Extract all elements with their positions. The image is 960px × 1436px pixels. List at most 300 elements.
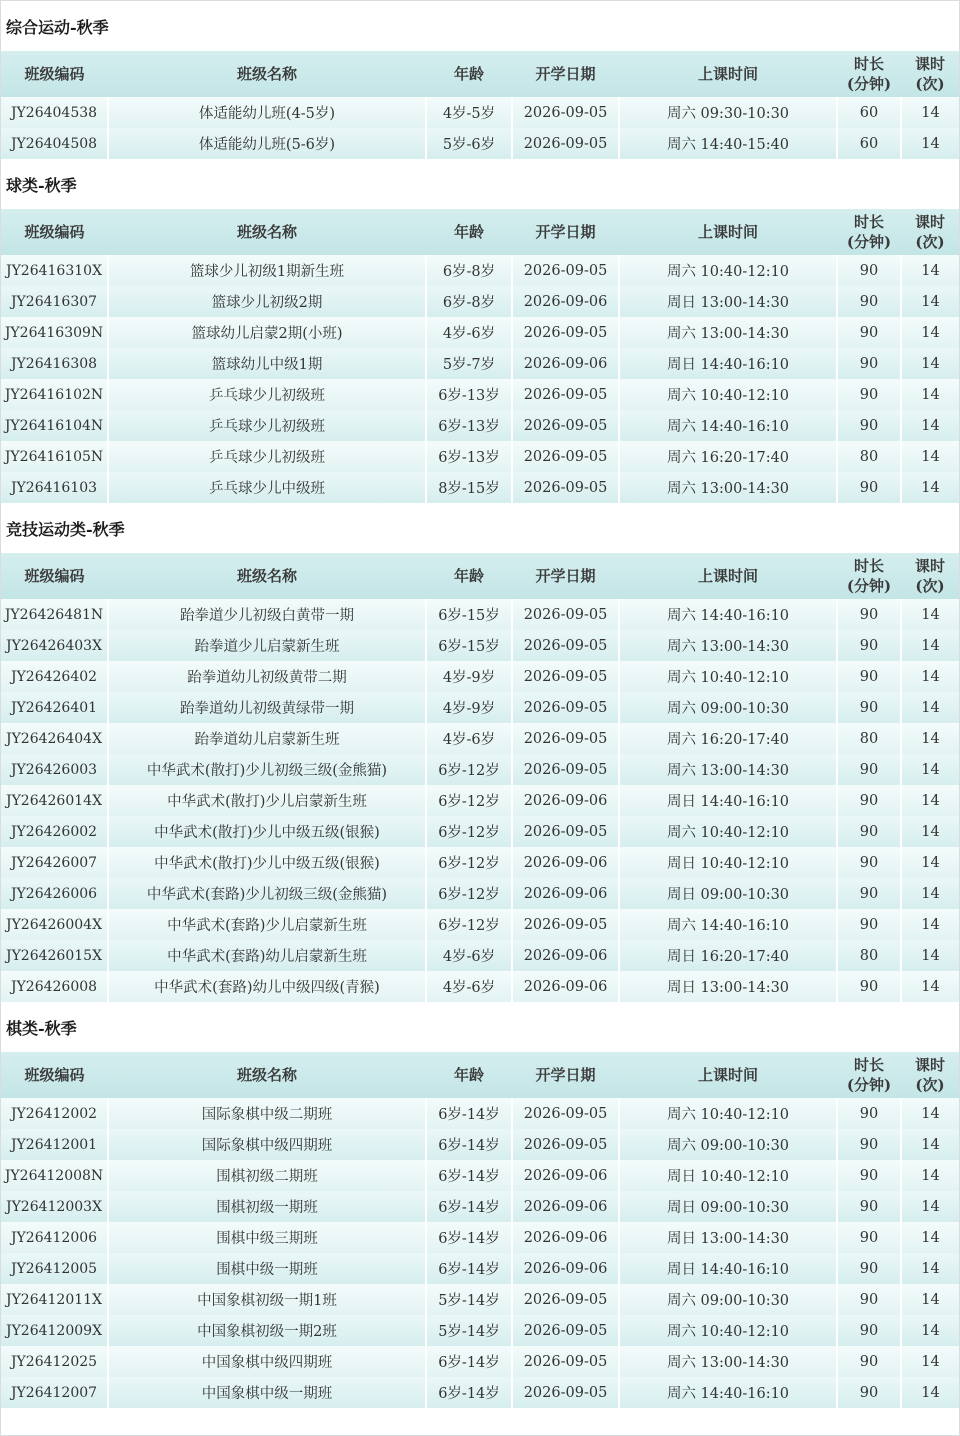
class-code-cell: JY26412009X — [1, 1315, 108, 1346]
age-range-cell: 6岁-14岁 — [426, 1222, 512, 1253]
class-name-cell: 篮球幼儿中级1期 — [108, 348, 426, 379]
lesson-count-cell: 14 — [921, 1136, 940, 1153]
class-code-cell: JY26426008 — [1, 971, 108, 1002]
class-time-cell: 周日 13:00-14:30 — [619, 971, 837, 1002]
header-start-date: 开学日期 — [535, 65, 596, 83]
class-code-cell: JY26416310X — [1, 255, 108, 286]
class-code-cell: JY26412006 — [1, 1222, 108, 1253]
class-code-cell: JY26412005 — [1, 1253, 108, 1284]
table-row — [1, 1129, 959, 1160]
duration-cell: 90 — [837, 1098, 901, 1129]
lesson-count-cell: 14 — [921, 1291, 940, 1308]
header-duration-line1: 时长 — [853, 213, 884, 231]
class-time-cell: 周六 13:00-14:30 — [619, 317, 837, 348]
duration-cell: 90 — [837, 410, 901, 441]
lesson-count-cell: 14 — [921, 792, 940, 809]
class-time-cell: 周六 09:00-10:30 — [619, 1129, 837, 1160]
lesson-count-cell: 14 — [921, 947, 940, 964]
schedule-table — [1, 209, 959, 503]
class-name-cell: 国际象棋中级四期班 — [108, 1129, 426, 1160]
age-range-cell: 6岁-15岁 — [426, 630, 512, 661]
start-date-cell: 2026-09-05 — [512, 1315, 619, 1346]
class-code-cell: JY26426402 — [1, 661, 108, 692]
age-range-cell: 6岁-14岁 — [426, 1098, 512, 1129]
class-name-cell: 中华武术(套路)少儿初级三级(金熊猫) — [108, 878, 426, 909]
class-name-cell: 乒乓球少儿初级班 — [108, 379, 426, 410]
class-time-cell: 周日 13:00-14:30 — [619, 286, 837, 317]
start-date-cell: 2026-09-05 — [512, 472, 619, 503]
duration-cell: 90 — [837, 286, 901, 317]
class-name-cell: 中国象棋中级四期班 — [108, 1346, 426, 1377]
header-lessons-line2: (次) — [915, 1076, 945, 1094]
start-date-cell: 2026-09-06 — [512, 940, 619, 971]
age-range-cell: 6岁-14岁 — [426, 1160, 512, 1191]
class-time-cell: 周六 09:30-10:30 — [619, 97, 837, 128]
table-header — [1, 1052, 959, 1098]
table-row — [1, 379, 959, 410]
start-date-cell: 2026-09-06 — [512, 847, 619, 878]
class-name-cell: 中国象棋中级一期班 — [108, 1377, 426, 1408]
table-row — [1, 1315, 959, 1346]
lesson-count-cell: 14 — [921, 916, 940, 933]
table-row — [1, 754, 959, 785]
age-range-cell: 6岁-14岁 — [426, 1191, 512, 1222]
table-row — [1, 255, 959, 286]
start-date-cell: 2026-09-05 — [512, 661, 619, 692]
duration-cell: 90 — [837, 661, 901, 692]
start-date-cell: 2026-09-05 — [512, 1098, 619, 1129]
table-row — [1, 97, 959, 128]
section-chess — [1, 1002, 959, 1408]
start-date-cell: 2026-09-05 — [512, 128, 619, 159]
start-date-cell: 2026-09-05 — [512, 630, 619, 661]
lesson-count-cell: 14 — [921, 1260, 940, 1277]
lesson-count-cell: 14 — [921, 104, 940, 121]
duration-cell: 90 — [837, 1191, 901, 1222]
class-code-cell: JY26426481N — [1, 599, 108, 630]
age-range-cell: 6岁-12岁 — [426, 909, 512, 940]
start-date-cell: 2026-09-06 — [512, 1191, 619, 1222]
duration-cell: 90 — [837, 599, 901, 630]
age-range-cell: 6岁-14岁 — [426, 1129, 512, 1160]
table-row — [1, 1346, 959, 1377]
duration-cell: 80 — [837, 940, 901, 971]
class-code-cell: JY26416103 — [1, 472, 108, 503]
lesson-count-cell: 14 — [921, 479, 940, 496]
age-range-cell: 5岁-14岁 — [426, 1315, 512, 1346]
class-code-cell: JY26412001 — [1, 1129, 108, 1160]
table-row — [1, 286, 959, 317]
start-date-cell: 2026-09-05 — [512, 255, 619, 286]
section-ball-sports — [1, 159, 959, 503]
header-age: 年龄 — [453, 65, 484, 83]
table-row — [1, 692, 959, 723]
age-range-cell: 4岁-6岁 — [426, 723, 512, 754]
start-date-cell: 2026-09-05 — [512, 1284, 619, 1315]
table-row — [1, 847, 959, 878]
duration-cell: 90 — [837, 472, 901, 503]
class-time-cell: 周六 16:20-17:40 — [619, 441, 837, 472]
table-row — [1, 128, 959, 159]
table-row — [1, 909, 959, 940]
class-time-cell: 周六 10:40-12:10 — [619, 1315, 837, 1346]
header-code: 班级编码 — [24, 223, 85, 241]
start-date-cell: 2026-09-06 — [512, 1253, 619, 1284]
duration-cell: 60 — [837, 97, 901, 128]
class-time-cell: 周日 13:00-14:30 — [619, 1222, 837, 1253]
header-lessons — [901, 51, 959, 97]
class-code-cell: JY26426404X — [1, 723, 108, 754]
lesson-count-cell: 14 — [921, 730, 940, 747]
start-date-cell: 2026-09-05 — [512, 441, 619, 472]
age-range-cell: 6岁-14岁 — [426, 1377, 512, 1408]
age-range-cell: 6岁-12岁 — [426, 847, 512, 878]
table-row — [1, 816, 959, 847]
class-time-cell: 周日 09:00-10:30 — [619, 878, 837, 909]
start-date-cell: 2026-09-05 — [512, 410, 619, 441]
class-time-cell: 周日 14:40-16:10 — [619, 348, 837, 379]
class-name-cell: 乒乓球少儿初级班 — [108, 410, 426, 441]
duration-cell: 90 — [837, 754, 901, 785]
lesson-count-cell: 14 — [921, 355, 940, 372]
class-code-cell: JY26412011X — [1, 1284, 108, 1315]
duration-cell: 90 — [837, 255, 901, 286]
start-date-cell: 2026-09-06 — [512, 1160, 619, 1191]
class-name-cell: 篮球少儿初级2期 — [108, 286, 426, 317]
lesson-count-cell: 14 — [921, 1322, 940, 1339]
table-row — [1, 1253, 959, 1284]
header-age: 年龄 — [453, 1066, 484, 1084]
table-row — [1, 630, 959, 661]
lesson-count-cell: 14 — [921, 699, 940, 716]
header-duration-line2: (分钟) — [846, 75, 892, 93]
table-row — [1, 971, 959, 1002]
section-competitive-sports — [1, 503, 959, 1002]
class-code-cell: JY26426015X — [1, 940, 108, 971]
lesson-count-cell: 14 — [921, 1353, 940, 1370]
duration-cell: 60 — [837, 128, 901, 159]
duration-cell: 90 — [837, 1284, 901, 1315]
age-range-cell: 5岁-14岁 — [426, 1284, 512, 1315]
lesson-count-cell: 14 — [921, 885, 940, 902]
header-duration-line1: 时长 — [853, 1056, 884, 1074]
age-range-cell: 6岁-8岁 — [426, 255, 512, 286]
age-range-cell: 5岁-6岁 — [426, 128, 512, 159]
class-name-cell: 中华武术(套路)幼儿启蒙新生班 — [108, 940, 426, 971]
table-header — [1, 553, 959, 599]
class-name-cell: 中华武术(套路)少儿启蒙新生班 — [108, 909, 426, 940]
lesson-count-cell: 14 — [921, 135, 940, 152]
schedule-table — [1, 51, 959, 159]
duration-cell: 80 — [837, 723, 901, 754]
start-date-cell: 2026-09-06 — [512, 348, 619, 379]
class-code-cell: JY26426401 — [1, 692, 108, 723]
class-name-cell: 跆拳道幼儿初级黄绿带一期 — [108, 692, 426, 723]
header-code: 班级编码 — [24, 1066, 85, 1084]
class-code-cell: JY26416104N — [1, 410, 108, 441]
class-name-cell: 体适能幼儿班(5-6岁) — [108, 128, 426, 159]
table-row — [1, 472, 959, 503]
class-time-cell: 周六 14:40-16:10 — [619, 1377, 837, 1408]
class-code-cell: JY26426004X — [1, 909, 108, 940]
class-time-cell: 周日 16:20-17:40 — [619, 940, 837, 971]
table-row — [1, 441, 959, 472]
header-duration — [837, 209, 901, 255]
class-code-cell: JY26426003 — [1, 754, 108, 785]
header-name: 班级名称 — [236, 223, 297, 241]
age-range-cell: 4岁-5岁 — [426, 97, 512, 128]
table-row — [1, 1191, 959, 1222]
class-name-cell: 围棋初级二期班 — [108, 1160, 426, 1191]
duration-cell: 90 — [837, 1346, 901, 1377]
header-lessons-line2: (次) — [915, 75, 945, 93]
age-range-cell: 6岁-13岁 — [426, 410, 512, 441]
start-date-cell: 2026-09-05 — [512, 723, 619, 754]
age-range-cell: 6岁-14岁 — [426, 1253, 512, 1284]
duration-cell: 90 — [837, 692, 901, 723]
class-time-cell: 周日 14:40-16:10 — [619, 1253, 837, 1284]
header-lessons-line1: 课时 — [914, 557, 945, 575]
header-name: 班级名称 — [236, 1066, 297, 1084]
class-time-cell: 周六 09:00-10:30 — [619, 692, 837, 723]
age-range-cell: 6岁-14岁 — [426, 1346, 512, 1377]
start-date-cell: 2026-09-06 — [512, 286, 619, 317]
header-start-date: 开学日期 — [535, 567, 596, 585]
table-row — [1, 1160, 959, 1191]
class-time-cell: 周六 13:00-14:30 — [619, 1346, 837, 1377]
class-code-cell: JY26416307 — [1, 286, 108, 317]
class-code-cell: JY26412002 — [1, 1098, 108, 1129]
start-date-cell: 2026-09-05 — [512, 1377, 619, 1408]
section-title: 综合运动-秋季 — [1, 1, 959, 51]
start-date-cell: 2026-09-05 — [512, 379, 619, 410]
class-time-cell: 周六 09:00-10:30 — [619, 1284, 837, 1315]
header-time: 上课时间 — [697, 65, 758, 83]
class-name-cell: 中华武术(散打)少儿中级五级(银猴) — [108, 847, 426, 878]
header-name: 班级名称 — [236, 65, 297, 83]
lesson-count-cell: 14 — [921, 1167, 940, 1184]
age-range-cell: 6岁-15岁 — [426, 599, 512, 630]
class-time-cell: 周六 10:40-12:10 — [619, 379, 837, 410]
table-header — [1, 209, 959, 255]
duration-cell: 90 — [837, 816, 901, 847]
class-name-cell: 中华武术(散打)少儿中级五级(银猴) — [108, 816, 426, 847]
duration-cell: 90 — [837, 971, 901, 1002]
table-row — [1, 940, 959, 971]
class-code-cell: JY26426002 — [1, 816, 108, 847]
table-body — [1, 1098, 959, 1408]
age-range-cell: 6岁-13岁 — [426, 441, 512, 472]
duration-cell: 90 — [837, 1377, 901, 1408]
age-range-cell: 5岁-7岁 — [426, 348, 512, 379]
duration-cell: 90 — [837, 1160, 901, 1191]
duration-cell: 90 — [837, 847, 901, 878]
class-code-cell: JY26426403X — [1, 630, 108, 661]
age-range-cell: 8岁-15岁 — [426, 472, 512, 503]
lesson-count-cell: 14 — [921, 1229, 940, 1246]
duration-cell: 90 — [837, 1315, 901, 1346]
class-name-cell: 中华武术(散打)少儿初级三级(金熊猫) — [108, 754, 426, 785]
duration-cell: 80 — [837, 441, 901, 472]
duration-cell: 90 — [837, 1253, 901, 1284]
header-start-date: 开学日期 — [535, 223, 596, 241]
header-lessons-line1: 课时 — [914, 213, 945, 231]
class-time-cell: 周六 10:40-12:10 — [619, 255, 837, 286]
start-date-cell: 2026-09-05 — [512, 754, 619, 785]
table-row — [1, 410, 959, 441]
age-range-cell: 4岁-9岁 — [426, 692, 512, 723]
class-time-cell: 周六 14:40-16:10 — [619, 410, 837, 441]
class-time-cell: 周六 13:00-14:30 — [619, 754, 837, 785]
class-name-cell: 乒乓球少儿初级班 — [108, 441, 426, 472]
table-body — [1, 599, 959, 1002]
duration-cell: 90 — [837, 348, 901, 379]
lesson-count-cell: 14 — [921, 1198, 940, 1215]
start-date-cell: 2026-09-06 — [512, 1222, 619, 1253]
header-age: 年龄 — [453, 567, 484, 585]
schedule-table — [1, 553, 959, 1002]
duration-cell: 90 — [837, 630, 901, 661]
header-age: 年龄 — [453, 223, 484, 241]
age-range-cell: 6岁-12岁 — [426, 754, 512, 785]
class-name-cell: 中国象棋初级一期1班 — [108, 1284, 426, 1315]
lesson-count-cell: 14 — [921, 854, 940, 871]
class-time-cell: 周六 14:40-16:10 — [619, 909, 837, 940]
age-range-cell: 6岁-12岁 — [426, 816, 512, 847]
class-time-cell: 周日 14:40-16:10 — [619, 785, 837, 816]
age-range-cell: 4岁-6岁 — [426, 317, 512, 348]
duration-cell: 90 — [837, 379, 901, 410]
age-range-cell: 6岁-8岁 — [426, 286, 512, 317]
table-row — [1, 317, 959, 348]
header-start-date: 开学日期 — [535, 1066, 596, 1084]
class-time-cell: 周六 13:00-14:30 — [619, 472, 837, 503]
table-row — [1, 1222, 959, 1253]
duration-cell: 90 — [837, 317, 901, 348]
lesson-count-cell: 14 — [921, 293, 940, 310]
header-duration-line1: 时长 — [853, 557, 884, 575]
class-code-cell: JY26412007 — [1, 1377, 108, 1408]
class-time-cell: 周六 14:40-15:40 — [619, 128, 837, 159]
table-row — [1, 1284, 959, 1315]
class-time-cell: 周日 09:00-10:30 — [619, 1191, 837, 1222]
age-range-cell: 4岁-9岁 — [426, 661, 512, 692]
header-lessons-line2: (次) — [915, 233, 945, 251]
table-row — [1, 878, 959, 909]
header-lessons — [901, 209, 959, 255]
class-code-cell: JY26426006 — [1, 878, 108, 909]
header-duration — [837, 1052, 901, 1098]
class-name-cell: 篮球幼儿启蒙2期(小班) — [108, 317, 426, 348]
age-range-cell: 4岁-6岁 — [426, 940, 512, 971]
lesson-count-cell: 14 — [921, 1384, 940, 1401]
duration-cell: 90 — [837, 909, 901, 940]
lesson-count-cell: 14 — [921, 978, 940, 995]
header-code: 班级编码 — [24, 567, 85, 585]
class-code-cell: JY26404538 — [1, 97, 108, 128]
header-duration-line2: (分钟) — [846, 233, 892, 251]
start-date-cell: 2026-09-05 — [512, 1346, 619, 1377]
class-code-cell: JY26416309N — [1, 317, 108, 348]
class-time-cell: 周日 10:40-12:10 — [619, 1160, 837, 1191]
section-title: 球类-秋季 — [1, 159, 959, 209]
class-name-cell: 跆拳道幼儿初级黄带二期 — [108, 661, 426, 692]
start-date-cell: 2026-09-06 — [512, 878, 619, 909]
header-lessons-line2: (次) — [915, 577, 945, 595]
duration-cell: 90 — [837, 1222, 901, 1253]
class-time-cell: 周六 13:00-14:30 — [619, 630, 837, 661]
class-code-cell: JY26404508 — [1, 128, 108, 159]
class-code-cell: JY26416105N — [1, 441, 108, 472]
header-duration-line2: (分钟) — [846, 577, 892, 595]
start-date-cell: 2026-09-05 — [512, 816, 619, 847]
class-time-cell: 周六 10:40-12:10 — [619, 661, 837, 692]
table-row — [1, 785, 959, 816]
class-time-cell: 周六 14:40-16:10 — [619, 599, 837, 630]
lesson-count-cell: 14 — [921, 417, 940, 434]
class-name-cell: 乒乓球少儿中级班 — [108, 472, 426, 503]
header-duration-line2: (分钟) — [846, 1076, 892, 1094]
lesson-count-cell: 14 — [921, 823, 940, 840]
lesson-count-cell: 14 — [921, 606, 940, 623]
section-comprehensive — [1, 1, 959, 159]
class-name-cell: 篮球少儿初级1期新生班 — [108, 255, 426, 286]
class-code-cell: JY26416102N — [1, 379, 108, 410]
lesson-count-cell: 14 — [921, 324, 940, 341]
header-name: 班级名称 — [236, 567, 297, 585]
duration-cell: 90 — [837, 878, 901, 909]
class-name-cell: 体适能幼儿班(4-5岁) — [108, 97, 426, 128]
start-date-cell: 2026-09-06 — [512, 971, 619, 1002]
table-row — [1, 1098, 959, 1129]
header-duration-line1: 时长 — [853, 55, 884, 73]
header-lessons-line1: 课时 — [914, 1056, 945, 1074]
table-row — [1, 599, 959, 630]
table-row — [1, 1377, 959, 1408]
header-code: 班级编码 — [24, 65, 85, 83]
class-time-cell: 周六 10:40-12:10 — [619, 816, 837, 847]
class-name-cell: 国际象棋中级二期班 — [108, 1098, 426, 1129]
header-lessons — [901, 1052, 959, 1098]
header-time: 上课时间 — [697, 1066, 758, 1084]
class-code-cell: JY26426007 — [1, 847, 108, 878]
start-date-cell: 2026-09-05 — [512, 1129, 619, 1160]
class-name-cell: 围棋中级三期班 — [108, 1222, 426, 1253]
age-range-cell: 4岁-6岁 — [426, 971, 512, 1002]
duration-cell: 90 — [837, 785, 901, 816]
start-date-cell: 2026-09-05 — [512, 909, 619, 940]
schedule-table — [1, 1052, 959, 1408]
class-name-cell: 围棋中级一期班 — [108, 1253, 426, 1284]
class-name-cell: 跆拳道少儿启蒙新生班 — [108, 630, 426, 661]
header-time: 上课时间 — [697, 567, 758, 585]
age-range-cell: 6岁-12岁 — [426, 785, 512, 816]
age-range-cell: 6岁-12岁 — [426, 878, 512, 909]
lesson-count-cell: 14 — [921, 386, 940, 403]
header-duration — [837, 51, 901, 97]
class-name-cell: 中国象棋初级一期2班 — [108, 1315, 426, 1346]
class-code-cell: JY26412008N — [1, 1160, 108, 1191]
start-date-cell: 2026-09-06 — [512, 785, 619, 816]
age-range-cell: 6岁-13岁 — [426, 379, 512, 410]
table-body — [1, 97, 959, 159]
lesson-count-cell: 14 — [921, 448, 940, 465]
class-code-cell: JY26412003X — [1, 1191, 108, 1222]
lesson-count-cell: 14 — [921, 761, 940, 778]
start-date-cell: 2026-09-05 — [512, 692, 619, 723]
class-code-cell: JY26416308 — [1, 348, 108, 379]
start-date-cell: 2026-09-05 — [512, 317, 619, 348]
